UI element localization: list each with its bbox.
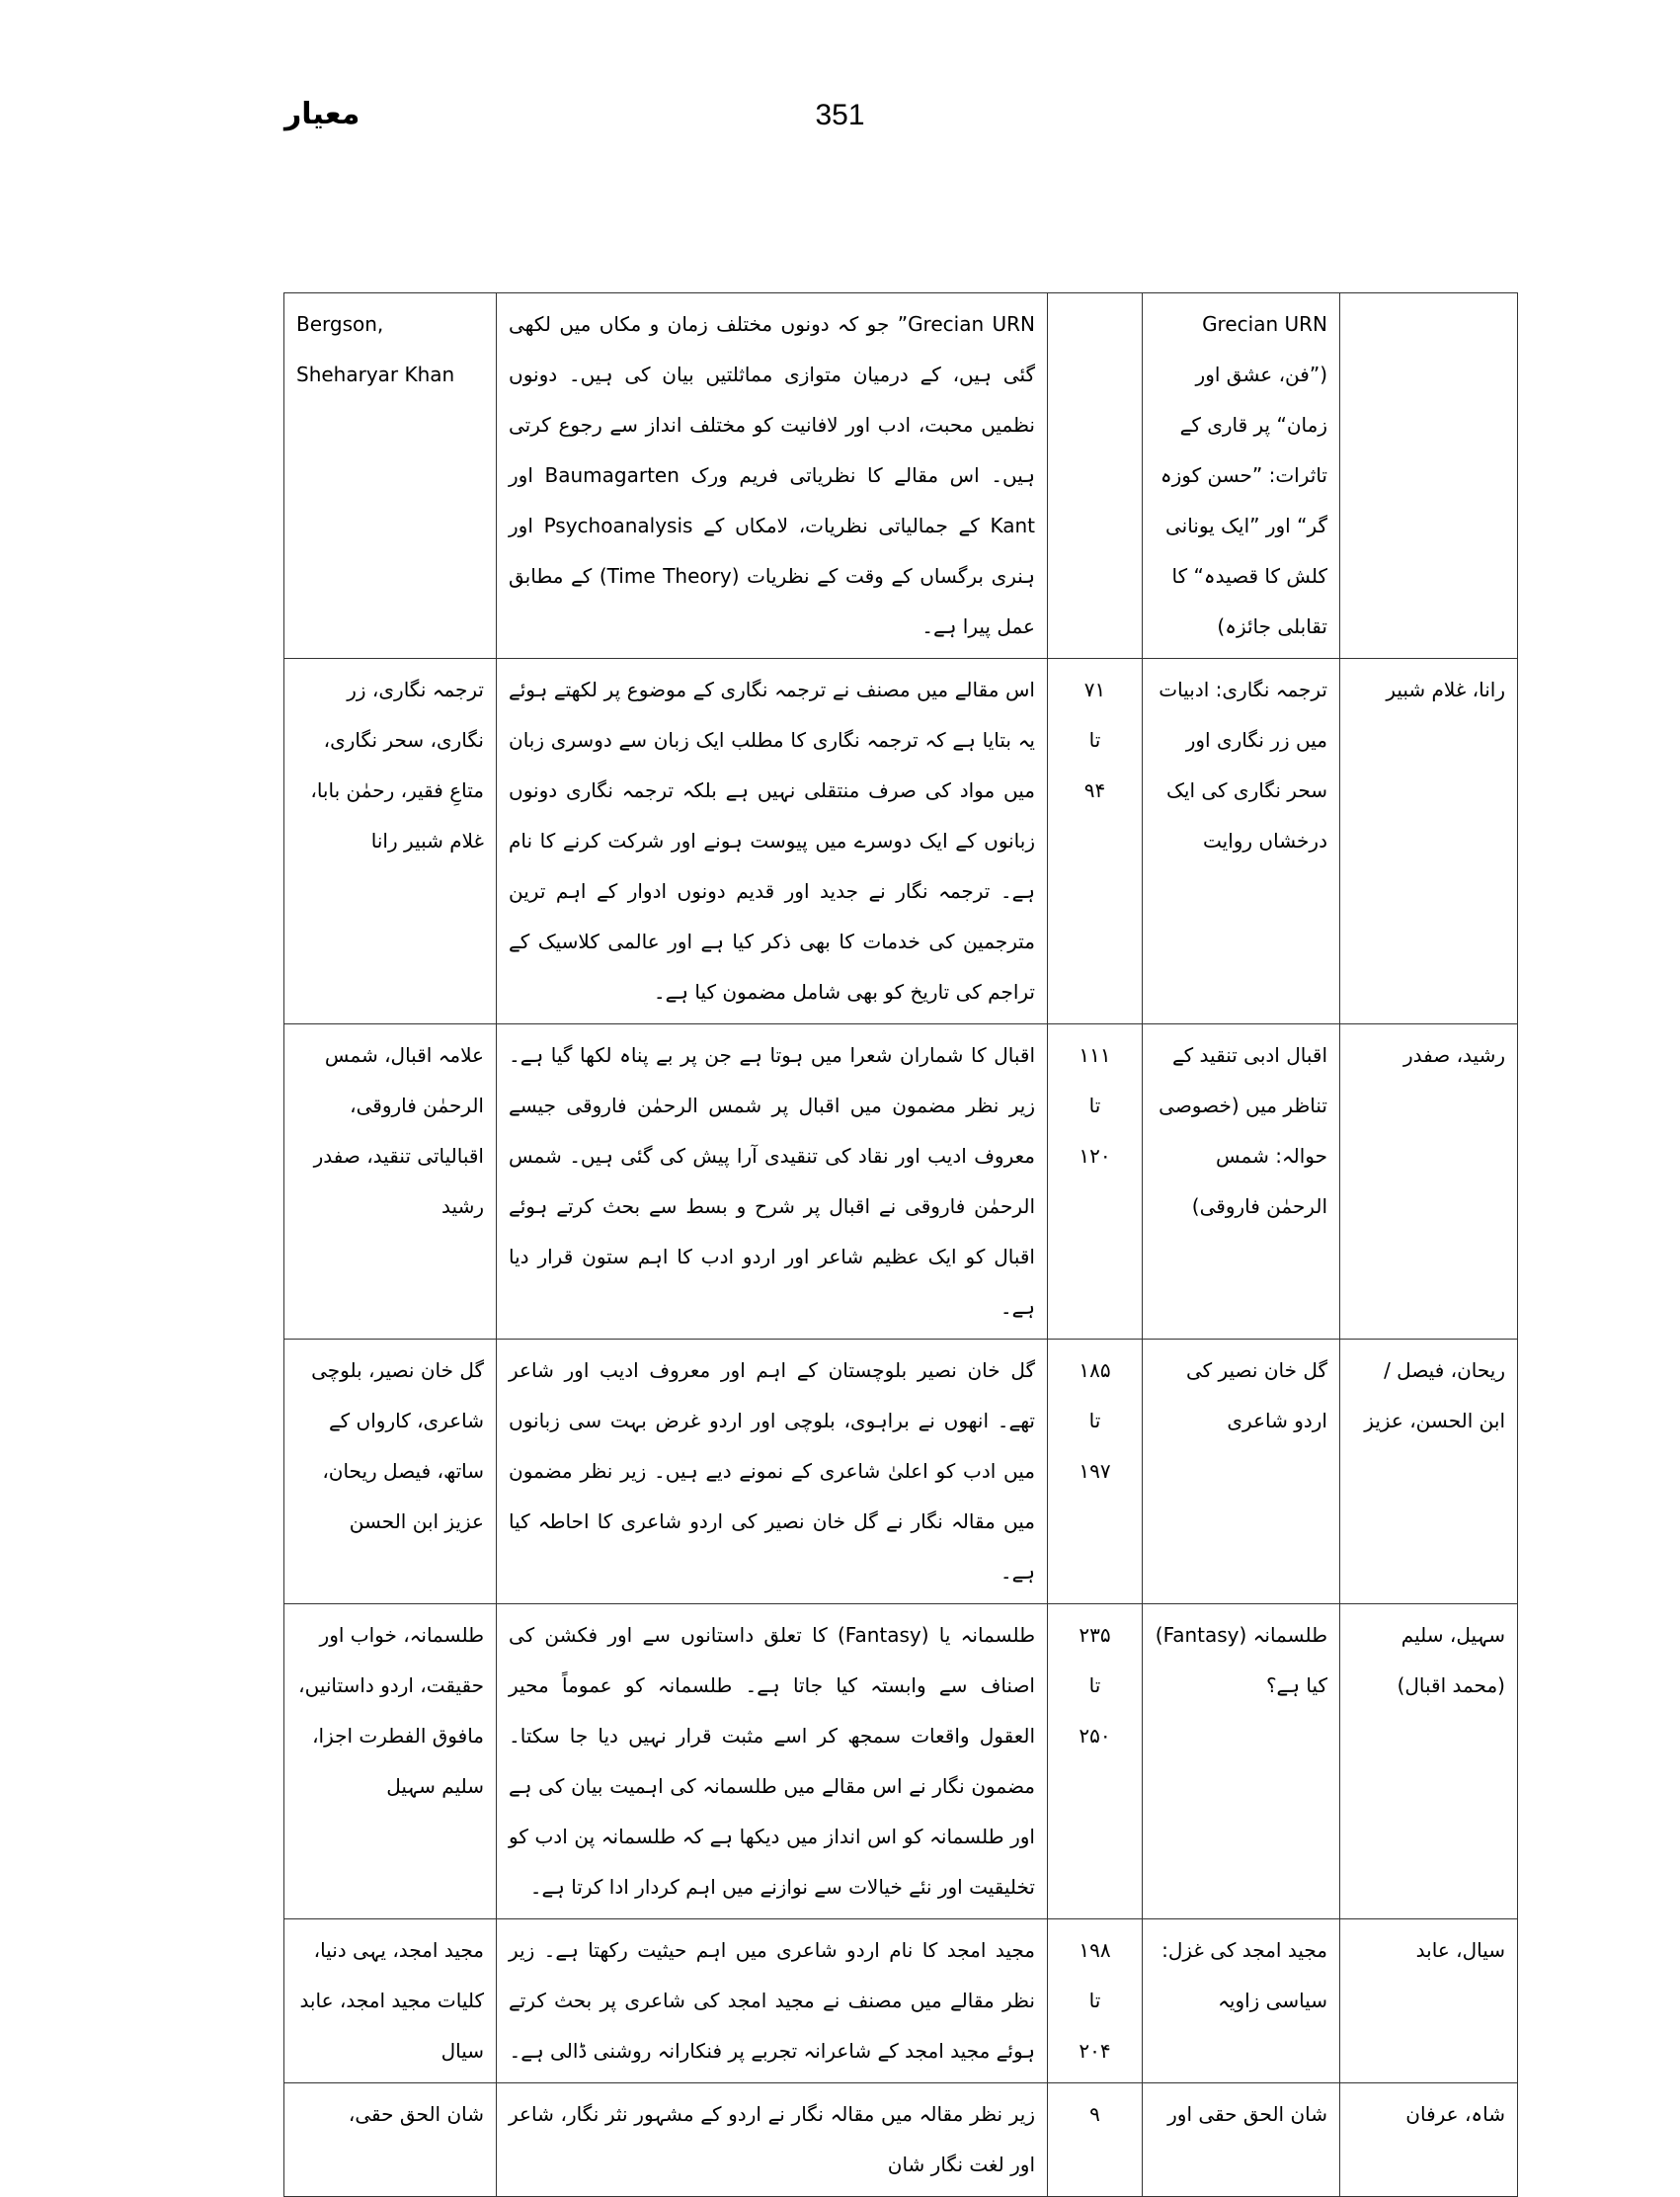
pages-cell xyxy=(1048,1919,1143,2083)
table-row xyxy=(284,1024,1518,1340)
page-start: ۲۳۵ xyxy=(1079,1623,1111,1647)
page-start: ۷۱ xyxy=(1083,678,1106,701)
author-cell: رانا، غلام شبیر xyxy=(1340,659,1518,1024)
keywords-cell: شان الحق حقی، xyxy=(284,2083,497,2197)
summary-cell: زیر نظر مقالہ میں مقالہ نگار نے اردو کے مشہور نثر نگار، شاعر اور لغت نگار شان xyxy=(497,2083,1048,2197)
page-to: تا xyxy=(1088,728,1101,752)
table-row xyxy=(284,1604,1518,1919)
pages-cell xyxy=(1048,1604,1143,1919)
keywords-cell: علامہ اقبال، شمس الرحمٰن فاروقی، اقبالیاتی تنقید، صفدر رشید xyxy=(284,1024,497,1340)
table-row xyxy=(284,293,1518,659)
page-to: تا xyxy=(1088,1673,1101,1697)
index-table xyxy=(283,292,1518,2197)
pages-cell xyxy=(1048,1024,1143,1340)
title-cell: اقبال ادبی تنقید کے تناظر میں (خصوصی حوالہ: شمس الرحمٰن فاروقی) xyxy=(1143,1024,1340,1340)
summary-cell: Grecian URN” جو کہ دونوں مختلف زمان و مکاں میں لکھی گئی ہیں، کے درمیان متوازی مماثلتیں بیان کی ہیں۔ دونوں نظمیں محبت، ادب اور لافانیت کو مختلف انداز سے رجوع کرتی ہیں۔ اس مقالے کا نظریاتی فریم ورک Baumagarten اور Kant کے جمالیاتی نظریات، لامکاں کے Psychoanalysis اور ہنری برگساں کے وقت کے نظریات (Time Theory) کے مطابق عمل پیرا ہے۔ xyxy=(497,293,1048,659)
author-cell: سیال، عابد xyxy=(1340,1919,1518,2083)
page-number: 351 xyxy=(815,99,865,131)
author-cell: رشید، صفدر xyxy=(1340,1024,1518,1340)
page-start: ۱۸۵ xyxy=(1079,1358,1111,1382)
page-start: ۱۹۸ xyxy=(1079,1938,1111,1962)
title-cell: مجید امجد کی غزل: سیاسی زاویہ xyxy=(1143,1919,1340,2083)
author-cell: سہیل، سلیم (محمد اقبال) xyxy=(1340,1604,1518,1919)
page-to: تا xyxy=(1088,1409,1101,1432)
page-to: تا xyxy=(1088,1989,1101,2012)
keywords-cell: ترجمہ نگاری، زر نگاری، سحر نگاری، متاعِ فقیر، رحمٰن بابا، غلام شبیر رانا xyxy=(284,659,497,1024)
author-cell xyxy=(1340,293,1518,659)
title-cell: شان الحق حقی اور xyxy=(1143,2083,1340,2197)
table-row xyxy=(284,1340,1518,1604)
keywords-cell: طلسمانہ، خواب اور حقیقت، اردو داستانیں، مافوق الفطرت اجزا، سلیم سہیل xyxy=(284,1604,497,1919)
keywords-cell: مجید امجد، یہی دنیا، کلیات مجید امجد، عابد سیال xyxy=(284,1919,497,2083)
title-cell: گل خان نصیر کی اردو شاعری xyxy=(1143,1340,1340,1604)
page-start: ۱۱۱ xyxy=(1079,1043,1111,1067)
pages-cell xyxy=(1048,1340,1143,1604)
table-row xyxy=(284,2083,1518,2197)
summary-cell: مجید امجد کا نام اردو شاعری میں اہم حیثیت رکھتا ہے۔ زیر نظر مقالے میں مصنف نے مجید امجد کی شاعری پر بحث کرتے ہوئے مجید امجد کے شاعرانہ تجربے پر فنکارانہ روشنی ڈالی ہے۔ xyxy=(497,1919,1048,2083)
author-cell: شاہ، عرفان xyxy=(1340,2083,1518,2197)
page-start: ۹ xyxy=(1089,2102,1100,2126)
pages-cell xyxy=(1048,293,1143,659)
table-row xyxy=(284,659,1518,1024)
keywords-cell: گل خان نصیر، بلوچی شاعری، کارواں کے ساتھ، فیصل ریحان، عزیز ابن الحسن xyxy=(284,1340,497,1604)
author-cell: ریحان، فیصل / ابن الحسن، عزیز xyxy=(1340,1340,1518,1604)
page-end: ۲۵۰ xyxy=(1079,1724,1111,1748)
page-end: ۹۴ xyxy=(1083,778,1106,802)
summary-cell: اس مقالے میں مصنف نے ترجمہ نگاری کے موضوع پر لکھتے ہوئے یہ بتایا ہے کہ ترجمہ نگاری کا مطلب ایک زبان سے دوسری زبان میں مواد کی صرف منتقلی نہیں ہے بلکہ ترجمہ نگاری دونوں زبانوں کے ایک دوسرے میں پیوست ہونے اور شرکت کرنے کا نام ہے۔ ترجمہ نگار نے جدید اور قدیم دونوں ادوار کے اہم ترین مترجمین کی خدمات کا بھی ذکر کیا ہے اور عالمی کلاسیک کے تراجم کی تاریخ کو بھی شامل مضمون کیا ہے۔ xyxy=(497,659,1048,1024)
summary-cell: طلسمانہ یا (Fantasy) کا تعلق داستانوں سے اور فکشن کی اصناف سے وابستہ کیا جاتا ہے۔ طلسمانہ کو عموماً محیر العقول واقعات سمجھ کر اسے مثبت قرار نہیں دیا جا سکتا۔ مضمون نگار نے اس مقالے میں طلسمانہ کی اہمیت بیان کی ہے اور طلسمانہ کو اس انداز میں دیکھا ہے کہ طلسمانہ پن ادب کو تخلیقیت اور نئے خیالات سے نوازنے میں اہم کردار ادا کرتا ہے۔ xyxy=(497,1604,1048,1919)
title-cell: Grecian URN (”فن، عشق اور زمان“ پر قاری کے تاثرات: ”حسن کوزہ گر“ اور ”ایک یونانی کلش کا قصیدہ“ کا تقابلی جائزہ) xyxy=(1143,293,1340,659)
page-end: ۲۰۴ xyxy=(1079,2039,1111,2063)
summary-cell: گل خان نصیر بلوچستان کے اہم اور معروف ادیب اور شاعر تھے۔ انھوں نے براہوی، بلوچی اور اردو غرض بہت سی زبانوں میں ادب کو اعلیٰ شاعری کے نمونے دیے ہیں۔ زیر نظر مضمون میں مقالہ نگار نے گل خان نصیر کی اردو شاعری کا احاطہ کیا ہے۔ xyxy=(497,1340,1048,1604)
journal-name: معیار xyxy=(284,97,360,131)
page-to: تا xyxy=(1088,1094,1101,1117)
page-end: ۱۹۷ xyxy=(1079,1459,1111,1483)
table-row xyxy=(284,1919,1518,2083)
pages-cell xyxy=(1048,2083,1143,2197)
page-end: ۱۲۰ xyxy=(1079,1144,1111,1168)
title-cell: طلسمانہ (Fantasy) کیا ہے؟ xyxy=(1143,1604,1340,1919)
pages-cell xyxy=(1048,659,1143,1024)
summary-cell: اقبال کا شماران شعرا میں ہوتا ہے جن پر بے پناہ لکھا گیا ہے۔ زیر نظر مضمون میں اقبال پر شمس الرحمٰن فاروقی جیسے معروف ادیب اور نقاد کی تنقیدی آرا پیش کی گئی ہیں۔ شمس الرحمٰن فاروقی نے اقبال پر شرح و بسط سے بحث کرتے ہوئے اقبال کو ایک عظیم شاعر اور اردو ادب کا اہم ستون قرار دیا ہے۔ xyxy=(497,1024,1048,1340)
keywords-cell: Bergson, Sheharyar Khan xyxy=(284,293,497,659)
title-cell: ترجمہ نگاری: ادبیات میں زر نگاری اور سحر نگاری کی ایک درخشاں روایت xyxy=(1143,659,1340,1024)
